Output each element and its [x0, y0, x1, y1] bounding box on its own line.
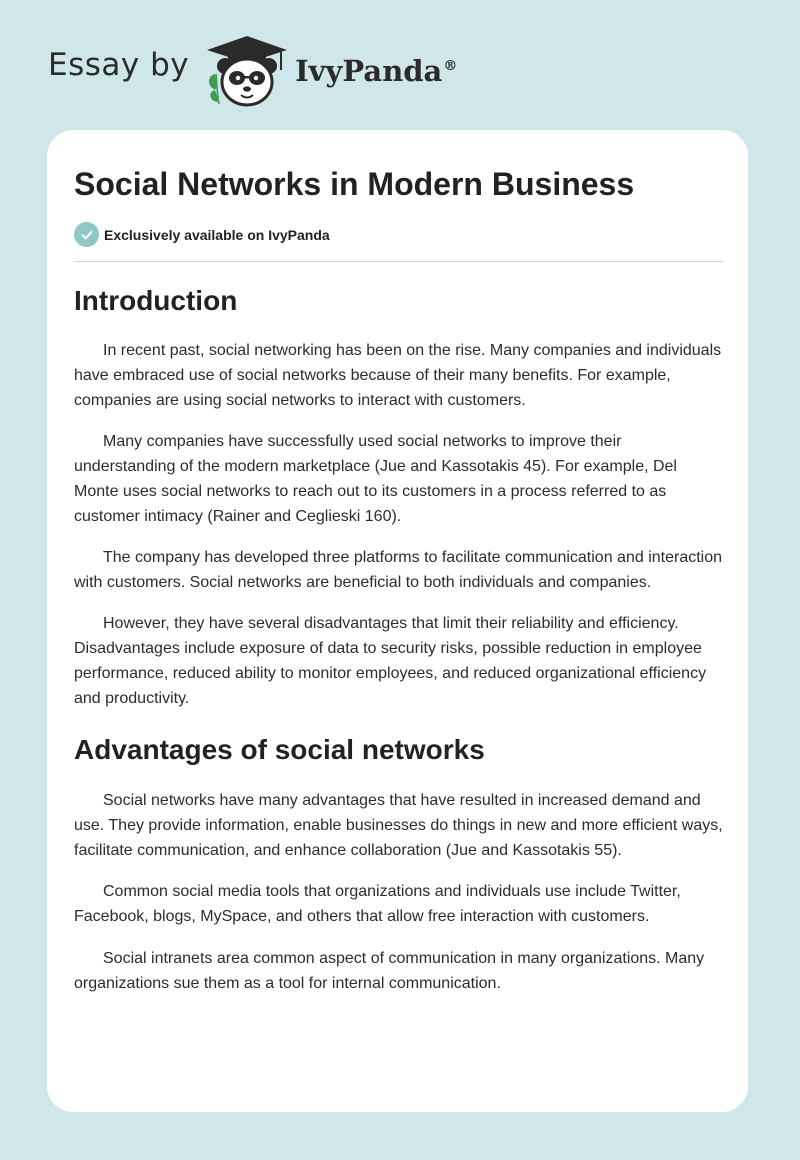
paragraph: Many companies have successfully used social networks to improve their understanding of the modern marketplace (Jue and Kassotakis 45). For example, Del Monte uses social networks to reach out to its customers in a process referred to as customer intimacy (Rainer and Ceglieski 160).	[74, 432, 677, 525]
brand-name[interactable]: IvyPanda®	[295, 54, 458, 88]
paragraph: Social intranets area common aspect of communication in many organizations. Many organizations sue them as a tool for internal communication.	[74, 950, 705, 993]
paragraph: Social networks have many advantages that have resulted in increased demand and use. They provide information, enable businesses do things in new and more efficient ways, facilitate communication, and enhance collaboration (Jue and Kassotakis 55).	[74, 792, 723, 860]
section-heading-advantages: Advantages of social networks	[74, 733, 485, 765]
paragraph: In recent past, social networking has been on the rise. Many companies and individuals have embraced use of social networks because of their many benefits. For example, companies are using social networks to interact with customers.	[74, 341, 722, 409]
paragraph: Common social media tools that organizations and individuals use include Twitter, Facebook, blogs, MySpace, and others that allow free interaction with customers.	[74, 883, 681, 926]
registered-mark: ®	[443, 58, 458, 75]
site-header	[48, 30, 548, 110]
divider	[74, 261, 723, 262]
exclusive-badge	[74, 222, 330, 247]
essay-body	[74, 280, 723, 996]
essay-card	[47, 130, 748, 1112]
check-icon	[74, 222, 99, 247]
section-heading-introduction: Introduction	[74, 285, 238, 316]
exclusive-label: Exclusively available on IvyPanda	[104, 226, 330, 243]
page-title: Social Networks in Modern Business	[74, 166, 635, 202]
essay-by-label: Essay by	[48, 47, 190, 83]
paragraph: The company has developed three platforms to facilitate communication and interaction with customers. Social networks are beneficial to both individuals and companies.	[74, 548, 723, 591]
panda-logo-icon[interactable]	[203, 30, 291, 110]
paragraph: However, they have several disadvantages that limit their reliability and efficiency. Disadvantages include exposure of data to security risks, possible reduction in employee performance, reduced ability to monitor employees, and reduced organizational efficiency and productivity.	[74, 614, 707, 707]
